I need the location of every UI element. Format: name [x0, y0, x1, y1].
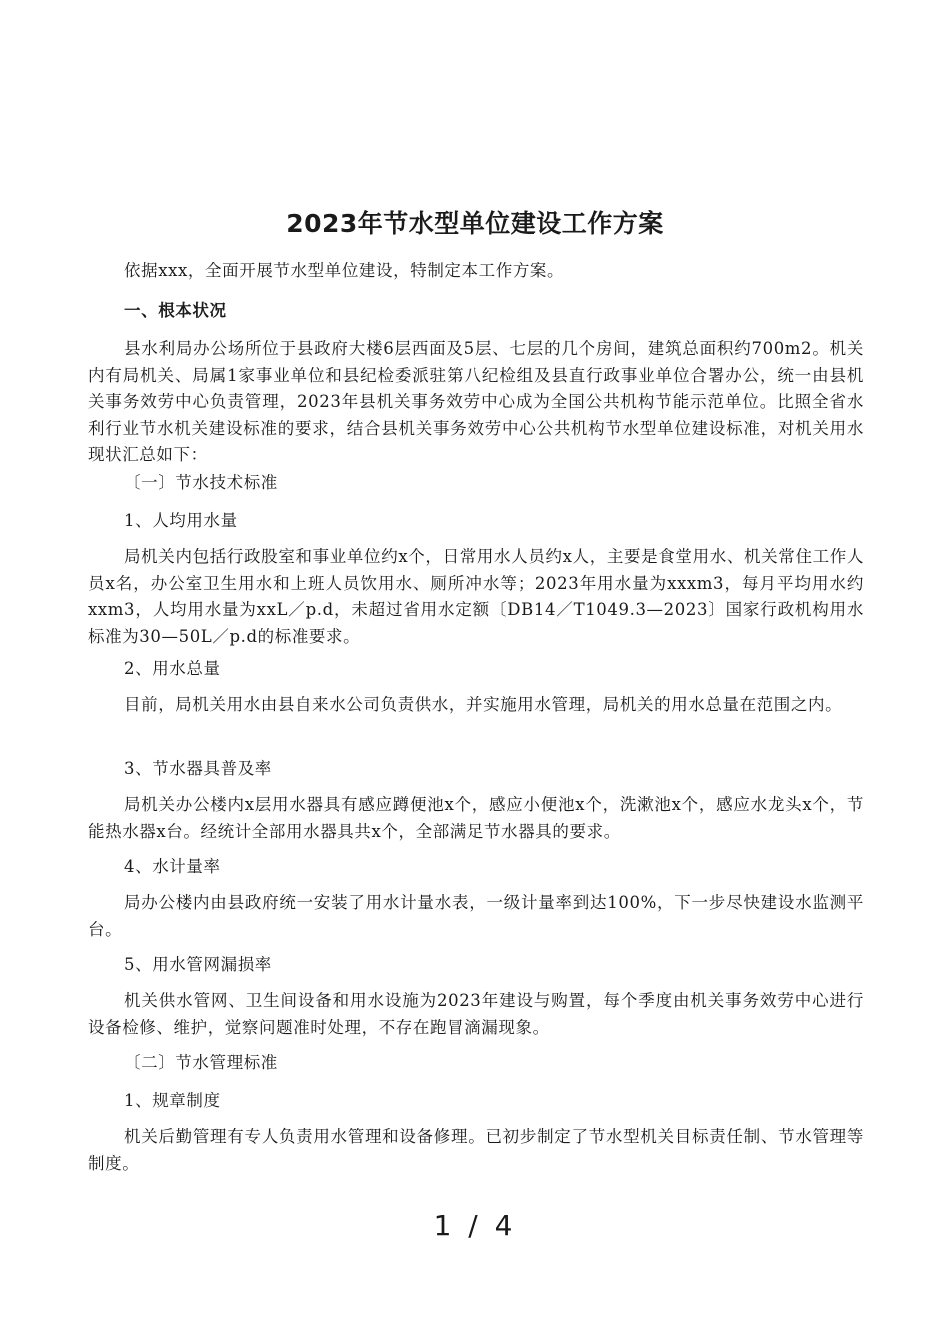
subsection-heading-technical-standards: 〔一〕节水技术标准	[124, 473, 278, 492]
item-body-leakage-rate: 机关供水管网、卫生间设备和用水设施为2023年建设与购置，每个季度由机关事务效劳中心进行设备检修、维护，觉察问题准时处理，不存在跑冒滴漏现象。	[88, 991, 864, 1037]
page-number: 1 / 4	[433, 1209, 517, 1242]
item-body-fixture-rate: 局机关办公楼内x层用水器具有感应蹲便池x个，感应小便池x个，洗漱池x个，感应水龙头x个，节能热水器x台。经统计全部用水器具共x个，全部满足节水器具的要求。	[88, 795, 864, 841]
item-body-total-water: 目前，局机关用水由县自来水公司负责供水，并实施用水管理，局机关的用水总量在范围之内。	[124, 695, 843, 714]
item-heading-total-water: 2、用水总量	[124, 659, 221, 678]
item-heading-per-capita-water: 1、人均用水量	[124, 511, 238, 530]
item-heading-leakage-rate: 5、用水管网漏损率	[124, 955, 272, 974]
item-heading-regulations: 1、规章制度	[124, 1091, 221, 1110]
item-body-regulations: 机关后勤管理有专人负责用水管理和设备修理。已初步制定了节水型机关目标责任制、节水管理等制度。	[88, 1127, 864, 1173]
item-heading-fixture-rate: 3、节水器具普及率	[124, 759, 272, 778]
intro-paragraph: 依据xxx，全面开展节水型单位建设，特制定本工作方案。	[124, 261, 565, 280]
item-body-metering-rate: 局办公楼内由县政府统一安装了用水计量水表，一级计量率到达100%，下一步尽快建设水监测平台。	[88, 893, 864, 939]
document-title: 2023年节水型单位建设工作方案	[286, 209, 664, 238]
section-basic-situation-body: 县水利局办公场所位于县政府大楼6层西面及5层、七层的几个房间，建筑总面积约700m2。机关内有局机关、局属1家事业单位和县纪检委派驻第八纪检组及县直行政事业单位合署办公，统一由县机关事务效劳中心负责管理，2023年县机关事务效劳中心成为全国公共机构节能示范单位。比照全省水利行业节水机关建设标准的要求，结合县机关事务效劳中心公共机构节水型单位建设标准，对机关用水现状汇总如下：	[88, 339, 864, 464]
subsection-heading-management-standards: 〔二〕节水管理标准	[124, 1053, 278, 1072]
item-heading-metering-rate: 4、水计量率	[124, 857, 221, 876]
section-heading-basic-situation: 一、根本状况	[124, 301, 227, 320]
item-body-per-capita-water: 局机关内包括行政股室和事业单位约x个，日常用水人员约x人，主要是食堂用水、机关常住工作人员x名，办公室卫生用水和上班人员饮用水、厕所冲水等；2023年用水量为xxxm3，每月平均用水约xxm3，人均用水量为xxL／p.d，未超过省用水定额〔DB14／T1049.3—2023〕国家行政机构用水标准为30—50L／p.d的标准要求。	[88, 547, 864, 646]
